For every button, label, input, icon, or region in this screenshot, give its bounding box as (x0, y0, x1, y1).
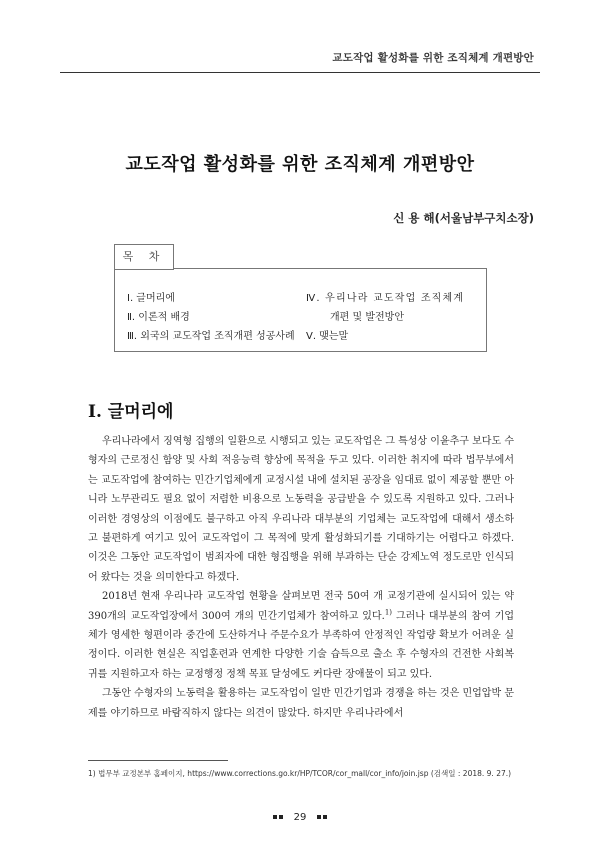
footer-square-icon (317, 815, 321, 819)
paragraph-2-cont: 그러나 대부분의 참여 기업체가 영세한 형편이라 중간에 도산하거나 주문수요가 부족하여 안정적인 작업량 확보가 어려운 실정이다. 이러한 현실은 직업훈련과 연계한 다양한 기술 습득으로 출소 후 수형자의 건전한 사회복귀를 지원하고자 하는 교정행정 정책 목표 달성에도 커다란 장애물이 되고 있다. (88, 610, 515, 680)
paper-title: 교도작업 활성화를 위한 조직체계 개편방안 (125, 154, 475, 175)
body-text (88, 432, 514, 723)
toc-item-4-cont: 개편 및 발전방안 (330, 312, 404, 323)
toc-item-1: Ⅰ. 글머리에 (127, 293, 175, 304)
footnote-marker[interactable]: 1) (384, 608, 392, 617)
paragraph-2 (88, 587, 514, 684)
toc-item-2: Ⅱ. 이론적 배경 (127, 312, 190, 323)
footnote: 1) 법무부 교정본부 홈페이지, https://www.corrections.go.kr/HP/TCOR/cor_mall/cor_info/join.jsp (검색일 : 2018. 9. 27.) (88, 769, 512, 778)
footer-square-icon (323, 815, 327, 819)
toc-item-3: Ⅲ. 외국의 교도작업 조직개편 성공사례 (127, 331, 295, 342)
paragraph-2-text: 2018년 현재 우리나라 교도작업 현황을 살펴보면 전국 50여 개 교정기관에 실시되어 있는 약 390개의 교도작업장에서 300여 개의 민간기업체가 참여하고 있다. (88, 591, 514, 622)
header-rule (60, 72, 540, 73)
footer-square-icon (279, 815, 283, 819)
toc-tab: 목 차 (114, 244, 174, 270)
page-footer (0, 812, 600, 823)
page-number: 29 (293, 812, 307, 823)
author-line: 신 용 해(서울남부구치소장) (393, 211, 534, 225)
toc-item-5: Ⅴ. 맺는말 (306, 331, 349, 342)
paragraph-3: 그동안 수형자의 노동력을 활용하는 교도작업이 일반 민간기업과 경쟁을 하는 것은 민업압박 문제를 야기하므로 바람직하지 않다는 의견이 많았다. 하지만 우리나라에서 (88, 688, 514, 719)
paragraph-1: 우리나라에서 징역형 집행의 일환으로 시행되고 있는 교도작업은 그 특성상 이윤추구 보다도 수형자의 근로정신 함양 및 사회 적응능력 향상에 목적을 두고 있다. 이러한 취지에 따라 법무부에서는 교도작업에 참여하는 민간기업체에게 교정시설 내에 설치된 공장을 임대료 없이 제공할 뿐만 아니라 노무관리도 필요 없이 저렴한 비용으로 노동력을 공급받을 수 있도록 지원하고 있다. 그러나 이러한 경영상의 이점에도 불구하고 아직 우리나라 대부분의 기업체는 교도작업에 대해서 생소하고 불편하게 여기고 있어 교도작업이 그 목적에 맞게 활성화되기를 기대하기는 어렵다고 하겠다. 이것은 그동안 교도작업이 범죄자에 대한 형집행을 위해 부과하는 단순 강제노역 정도로만 인식되어 왔다는 것을 의미한다고 하겠다. (88, 436, 514, 583)
running-header: 교도작업 활성화를 위한 조직체계 개편방안 (332, 52, 534, 64)
section-heading: Ⅰ. 글머리에 (88, 402, 174, 422)
toc-item-4: Ⅳ. 우리나라 교도작업 조직체계 (306, 293, 465, 304)
footer-square-icon (273, 815, 277, 819)
toc-box (114, 268, 487, 352)
footnote-rule (88, 760, 228, 761)
